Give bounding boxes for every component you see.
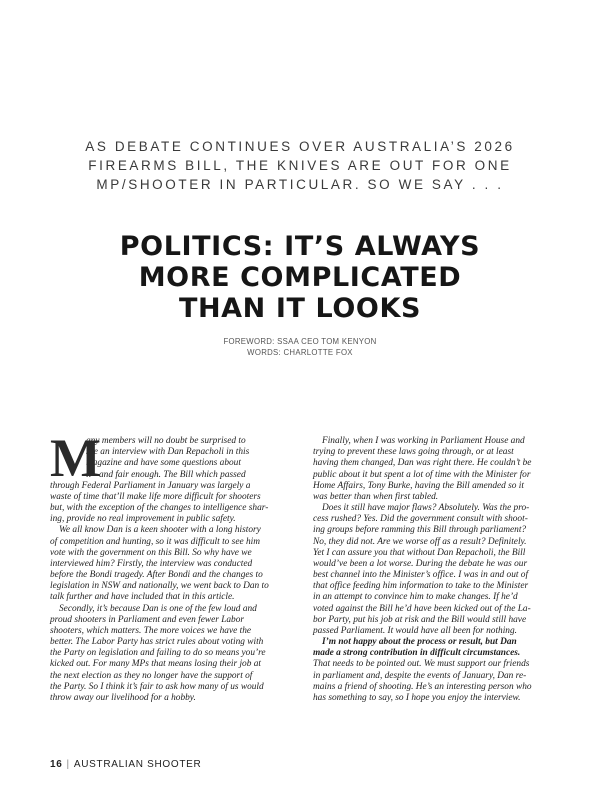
body-line: mains a friend of shooting. He’s an interesting person who bbox=[313, 681, 532, 692]
body-line: Home Affairs, Tony Burke, having the Bill amended so it bbox=[313, 480, 524, 491]
body-line: passed Parliament. It would have all been for nothing. bbox=[313, 625, 517, 636]
standfirst bbox=[0, 137, 600, 194]
body-line: Yet I can assure you that without Dan Repacholi, the Bill bbox=[313, 547, 526, 558]
body-line: better. The Labor Party has strict rules about voting with bbox=[50, 637, 264, 648]
body-line: see an interview with Dan Repacholi in this bbox=[86, 447, 250, 458]
body-line: No, they did not. Are we worse off as a result? Definitely. bbox=[313, 536, 527, 547]
body-line: would’ve been a lot worse. During the debate he was our bbox=[313, 558, 528, 569]
body-line: through Federal Parliament in January was largely a bbox=[50, 480, 251, 491]
body-line: Secondly, it’s because Dan is one of the few loud and bbox=[59, 603, 257, 614]
body-line: that office feeding him information to take to the Minister bbox=[313, 581, 529, 592]
words-credit: WORDS: CHARLOTTE FOX bbox=[247, 348, 353, 357]
body-line: public about it but spent a lot of time with the Minister for bbox=[313, 469, 531, 480]
body-line-bold: made a strong contribution in difficult circumstances. bbox=[313, 648, 521, 659]
headline-line: POLITICS: IT’S ALWAYS bbox=[119, 231, 481, 262]
body-line-bold: I’m not happy about the process or result, but Dan bbox=[322, 637, 517, 648]
body-line: the Party on legislation and failing to do so means you’re bbox=[50, 648, 266, 659]
publication-name: AUSTRALIAN SHOOTER bbox=[73, 759, 202, 770]
body-line: cess rushed? Yes. Did the government consult with shoot- bbox=[313, 514, 528, 525]
body-line: the Party. So I think it’s fair to ask how many of us would bbox=[50, 681, 264, 692]
standfirst-line: MP/SHOOTER IN PARTICULAR. SO WE SAY . . . bbox=[96, 177, 504, 192]
body-line: it - and fair enough. The Bill which passed bbox=[86, 469, 246, 480]
body-line: trying to prevent these laws going through, or at least bbox=[313, 447, 514, 458]
body-line: was better than when first tabled. bbox=[313, 491, 439, 502]
body-line: but, with the exception of the changes to intelligence shar- bbox=[50, 503, 269, 514]
body-line: before the Bondi tragedy. After Bondi and the changes to bbox=[50, 570, 263, 581]
body-line: waste of time that’ll make life more difficult for shooters bbox=[50, 491, 261, 502]
body-line: talk further and have included that in this article. bbox=[50, 592, 235, 603]
drop-cap: M bbox=[50, 428, 101, 488]
body-line: voted against the Bill he’d have been kicked out of the La- bbox=[313, 603, 531, 614]
standfirst-line: AS DEBATE CONTINUES OVER AUSTRALIA’S 2026 bbox=[85, 139, 515, 154]
body-line: in parliament and, despite the events of January, Dan re- bbox=[313, 670, 527, 681]
body-line: in an attempt to convince him to make changes. If he’d bbox=[313, 592, 518, 603]
body-line: kicked out. For many MPs that means losing their job at bbox=[50, 659, 261, 670]
article-credits bbox=[0, 336, 600, 358]
body-line: having them changed, Dan was right there. He couldn’t be bbox=[313, 458, 532, 469]
standfirst-line: FIREARMS BILL, THE KNIVES ARE OUT FOR ONE bbox=[88, 158, 512, 173]
foreword-credit: FOREWORD: SSAA CEO TOM KENYON bbox=[223, 337, 377, 346]
body-line: legislation in NSW and nationally, we went back to Dan to bbox=[50, 581, 269, 592]
body-line: Does it still have major flaws? Absolutely. Was the pro- bbox=[322, 503, 530, 514]
body-line: of competition and hunting, so it was difficult to see him bbox=[50, 536, 260, 547]
body-line: bor Party, put his job at risk and the Bill would still have bbox=[313, 614, 527, 625]
headline-line: MORE COMPLICATED bbox=[138, 262, 462, 293]
footer-separator: | bbox=[66, 759, 70, 770]
body-line: magazine and have some questions about bbox=[86, 458, 241, 469]
body-line: has something to say, so I hope you enjoy the interview. bbox=[313, 692, 521, 703]
page-number: 16 bbox=[50, 759, 63, 770]
body-line: ing groups before ramming this Bill through parliament? bbox=[313, 525, 527, 536]
body-line: the next election as they no longer have the support of bbox=[50, 670, 253, 681]
body-line: any members will no doubt be surprised to bbox=[86, 436, 246, 446]
article-headline bbox=[0, 231, 600, 324]
headline-line: THAN IT LOOKS bbox=[178, 293, 422, 324]
body-line: Finally, when I was working in Parliament House and bbox=[322, 436, 525, 446]
page-footer bbox=[50, 759, 201, 770]
body-column-left bbox=[50, 428, 286, 704]
body-line: proud shooters in Parliament and even fewer Labor bbox=[50, 614, 245, 625]
body-line: That needs to be pointed out. We must support our friends bbox=[313, 659, 530, 670]
body-line: shooters, which matters. The more voices we have the bbox=[50, 625, 252, 636]
body-line: vote with the government on this Bill. So why have we bbox=[50, 547, 252, 558]
body-line: ing, provide no real improvement in public safety. bbox=[50, 514, 236, 525]
body-line: best channel into the Minister’s office. I was in and out of bbox=[313, 570, 529, 581]
body-line: throw away our livelihood for a hobby. bbox=[50, 692, 196, 703]
body-column-right bbox=[313, 436, 549, 704]
body-line: interviewed him? Firstly, the interview was conducted bbox=[50, 558, 253, 569]
body-line: We all know Dan is a keen shooter with a long history bbox=[59, 525, 261, 536]
